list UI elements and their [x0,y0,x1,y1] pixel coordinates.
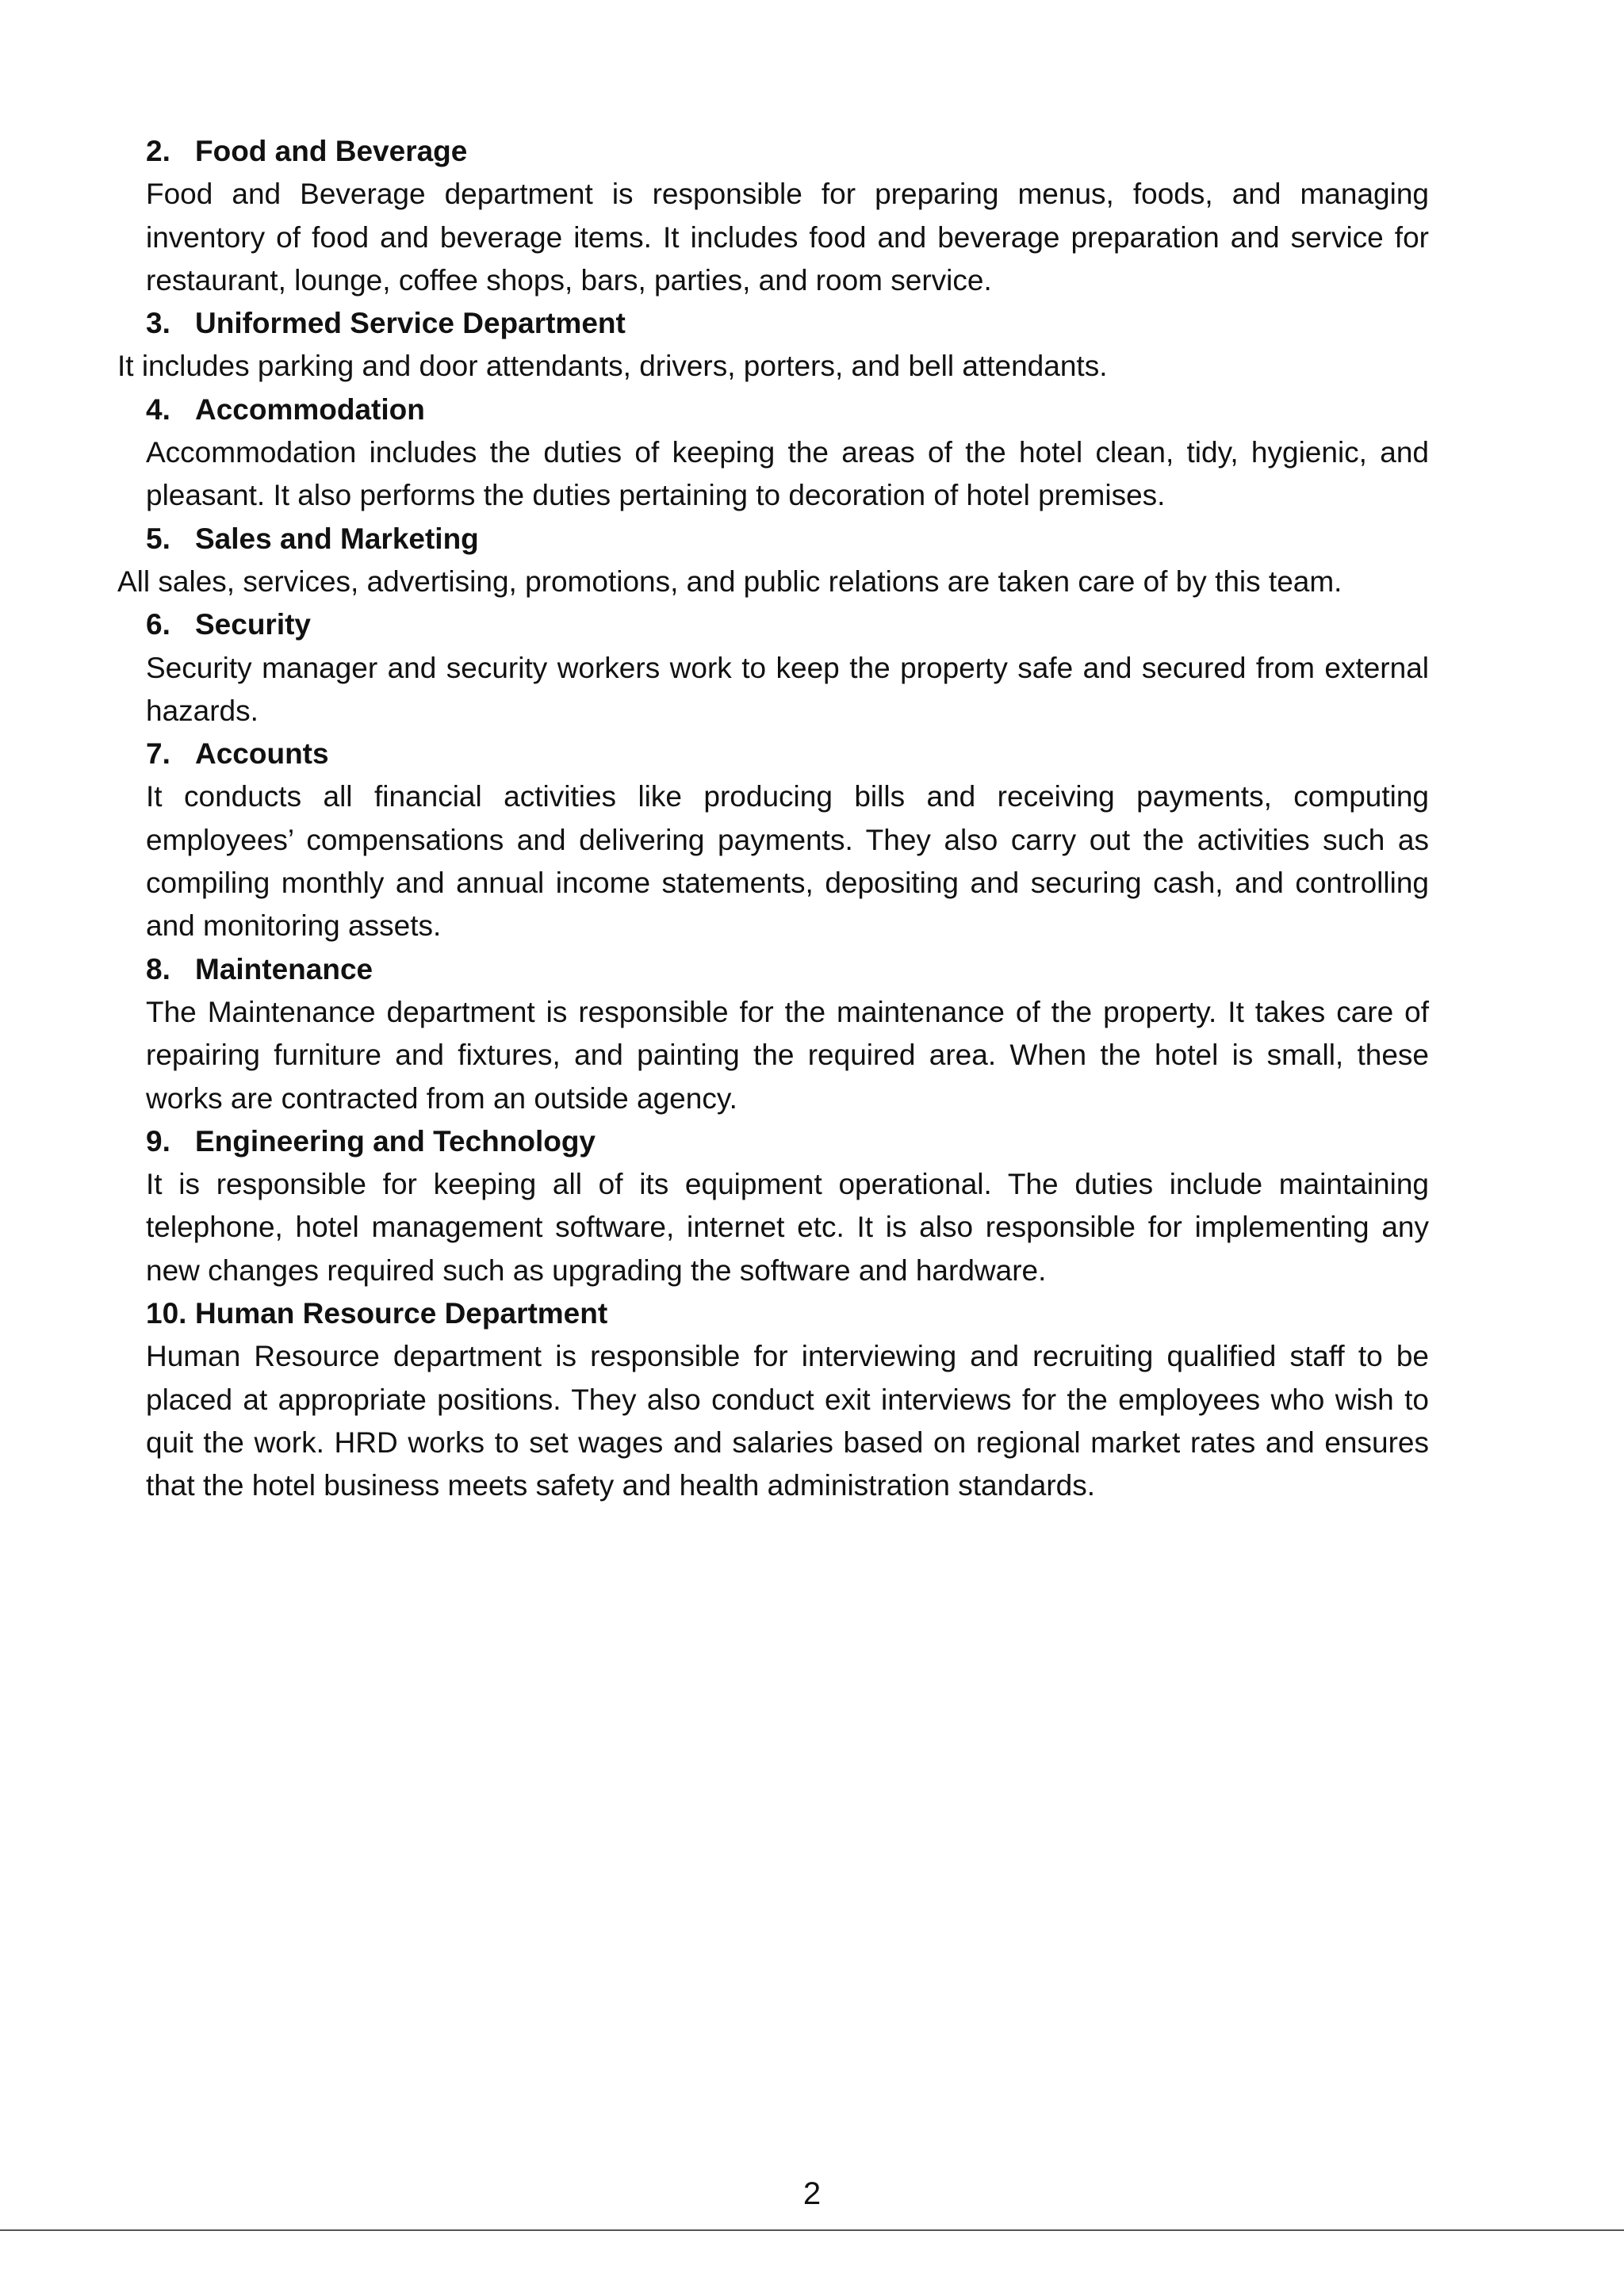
section-title: Accommodation [195,392,425,426]
section-text-security: Security manager and security workers work to keep the property safe and secured from external hazards. [146,651,1429,727]
section-number: 3. [146,307,170,340]
section-text-human-resource: Human Resource department is responsible for interviewing and recruiting qualified staff to be placed at appropriate positions. They also conduct exit interviews for the employees who wish to quit the work. HRD works to set wages and salaries based on regional market rates and ensures that the hotel business meets safety and health administration standards. [146,1340,1429,1502]
section-number: 6. [146,608,170,641]
section-number: 10. [146,1297,187,1330]
section-text-sales-and-marketing: All sales, services, advertising, promotions, and public relations are taken care of by this team. [117,564,1342,598]
page-number: 2 [802,2176,822,2211]
section-number: 5. [146,522,170,555]
section-text-maintenance: The Maintenance department is responsible for the maintenance of the property. It takes care of repairing furniture and fixtures, and painting the required area. When the hotel is small, these works are contracted from an outside agency. [146,995,1429,1115]
section-title: Sales and Marketing [195,522,479,555]
section-number: 7. [146,737,170,771]
section-heading-security [117,603,1429,646]
section-text-food-and-beverage: Food and Beverage department is responsible for preparing menus, foods, and managing inventory of food and beverage items. It includes food and beverage preparation and service for restaurant, lounge, coffee shops, bars, parties, and room service. [146,178,1429,297]
footer-divider [0,2229,1624,2231]
section-number: 9. [146,1124,170,1158]
section-title: Uniformed Service Department [195,307,626,340]
section-heading-sales-and-marketing [117,518,1429,561]
document-body [117,130,1429,1508]
section-number: 8. [146,952,170,985]
section-text-accommodation: Accommodation includes the duties of keeping the areas of the hotel clean, tidy, hygienic, and pleasant. It also performs the duties pertaining to decoration of hotel premises. [146,436,1429,512]
section-title: Security [195,608,312,641]
section-number: 4. [146,392,170,426]
section-title: Food and Beverage [195,135,468,167]
section-heading-human-resource [117,1292,1429,1335]
section-text-accounts: It conducts all financial activities like producing bills and receiving payments, computing employees’ compensations and delivering payments. They also carry out the activities such as compiling monthly and annual income statements, depositing and securing cash, and controlling and monitoring assets. [146,780,1429,943]
section-heading-maintenance [117,948,1429,991]
section-heading-engineering-and-technology [117,1120,1429,1163]
section-title: Accounts [195,737,329,771]
section-heading-accounts [117,733,1429,775]
section-heading-accommodation [117,388,1429,431]
section-text-engineering-and-technology: It is responsible for keeping all of its equipment operational. The duties include maintaining telephone, hotel management software, internet etc. It is also responsible for implementing any new changes required such as upgrading the software and hardware. [146,1168,1429,1287]
section-heading-uniformed-service [117,302,1429,345]
section-heading-food-and-beverage [117,130,1429,173]
section-title: Engineering and Technology [195,1124,596,1158]
section-text-uniformed-service: It includes parking and door attendants, drivers, porters, and bell attendants. [117,350,1108,383]
section-number: 2. [146,135,170,167]
section-title: Human Resource Department [195,1297,608,1330]
section-title: Maintenance [195,952,373,985]
